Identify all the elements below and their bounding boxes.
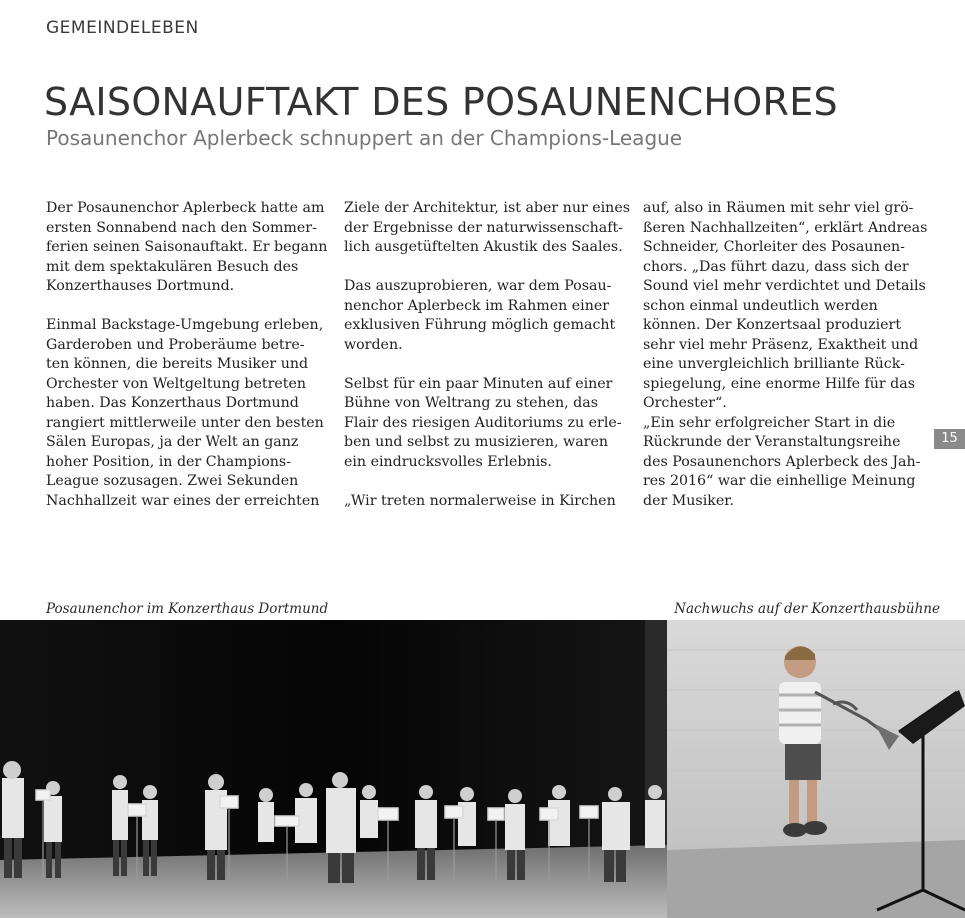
text-line: schon einmal undeutlich werden bbox=[643, 297, 878, 314]
text-line: Orchester von Weltgeltung betreten bbox=[46, 375, 307, 392]
text-line: chors. „Das führt dazu, dass sich der bbox=[643, 258, 909, 275]
text-line: mit dem spektakulären Besuch des bbox=[46, 258, 299, 275]
text-line: League sozusagen. Zwei Sekunden bbox=[46, 473, 299, 489]
text-line: Nachhallzeit war eines der erreichten bbox=[46, 492, 320, 509]
text-column-1 bbox=[46, 199, 328, 531]
text-line: der Musiker. bbox=[643, 492, 734, 509]
paragraph bbox=[344, 199, 631, 258]
text-line: können. Der Konzertsaal produziert bbox=[643, 317, 902, 333]
text-line: Ziele der Architektur, ist aber nur eines bbox=[344, 200, 631, 216]
photo-caption-left: Posaunenchor im Konzerthaus Dortmund bbox=[46, 601, 329, 617]
text-line: Einmal Backstage-Umgebung erleben, bbox=[46, 317, 324, 333]
text-line: Flair des riesigen Auditoriums zu erle- bbox=[344, 414, 622, 431]
text-line: ein eindrucksvolles Erlebnis. bbox=[344, 453, 552, 470]
text-line: Bühne von Weltrang zu stehen, das bbox=[344, 395, 598, 411]
section-label: GEMEINDELEBEN bbox=[46, 18, 199, 38]
text-line: Das auszuprobieren, war dem Posau- bbox=[344, 278, 612, 294]
text-line: exklusiven Führung möglich gemacht bbox=[344, 317, 616, 333]
text-line: Sälen Europas, ja der Welt an ganz bbox=[46, 434, 299, 450]
text-line: „Wir treten normalerweise in Kirchen bbox=[344, 492, 616, 509]
text-line: der Ergebnisse der naturwissenschaft- bbox=[344, 219, 623, 236]
paragraph bbox=[46, 199, 328, 297]
text-line: des Posaunenchors Aplerbeck des Jah- bbox=[643, 453, 921, 470]
paragraph bbox=[344, 375, 622, 473]
text-line: Orchester“. bbox=[643, 395, 727, 411]
text-line: rangiert mittlerweile unter den besten bbox=[46, 414, 324, 431]
text-line: auf, also in Räumen mit sehr viel grö- bbox=[643, 200, 914, 216]
paragraph bbox=[643, 199, 928, 511]
paragraph bbox=[344, 277, 616, 355]
text-line: Rückrunde der Veranstaltungsreihe bbox=[643, 434, 901, 450]
text-line: ten können, die bereits Musiker und bbox=[46, 356, 309, 372]
article-subtitle: Posaunenchor Aplerbeck schnuppert an der Champions-League bbox=[46, 126, 683, 150]
photo-caption-right: Nachwuchs auf der Konzerthausbühne bbox=[674, 601, 940, 617]
text-line: res 2016“ war die einhellige Meinung bbox=[643, 473, 916, 489]
text-line: spiegelung, eine enorme Hilfe für das bbox=[643, 375, 915, 392]
photo-child-with-trumpet bbox=[667, 620, 965, 918]
text-line: ben und selbst zu musizieren, waren bbox=[344, 434, 608, 450]
text-line: Der Posaunenchor Aplerbeck hatte am bbox=[46, 200, 325, 216]
text-column-3 bbox=[643, 199, 928, 531]
text-line: Konzerthauses Dortmund. bbox=[46, 278, 235, 294]
text-line: Garderoben und Proberäume betre- bbox=[46, 336, 305, 353]
text-column-2 bbox=[344, 199, 631, 531]
text-line: ersten Sonnabend nach den Sommer- bbox=[46, 219, 317, 236]
text-line: Selbst für ein paar Minuten auf einer bbox=[344, 375, 613, 392]
text-line: „Ein sehr erfolgreicher Start in die bbox=[643, 414, 896, 431]
text-line: sehr viel mehr Präsenz, Exaktheit und bbox=[643, 336, 919, 353]
text-line: Sound viel mehr verdichtet und Details bbox=[643, 278, 926, 294]
text-line: ferien seinen Saisonauftakt. Er begann bbox=[46, 239, 328, 255]
text-line: worden. bbox=[344, 336, 403, 353]
text-line: haben. Das Konzerthaus Dortmund bbox=[46, 395, 299, 411]
text-line: nenchor Aplerbeck im Rahmen einer bbox=[344, 297, 610, 314]
photo-brass-choir-on-stage bbox=[0, 620, 667, 918]
text-line: hoher Position, in der Champions- bbox=[46, 453, 292, 470]
text-line: lich ausgetüftelten Akustik des Saales. bbox=[344, 239, 623, 255]
text-line: eine unvergleichlich brilliante Rück- bbox=[643, 356, 905, 372]
page-number: 15 bbox=[934, 429, 965, 449]
article-title: SAISONAUFTAKT DES POSAUNENCHORES bbox=[44, 80, 838, 124]
text-line: ßeren Nachhallzeiten“, erklärt Andreas bbox=[643, 219, 928, 236]
paragraph bbox=[46, 316, 324, 511]
text-line: Schneider, Chorleiter des Posaunen- bbox=[643, 239, 905, 255]
paragraph bbox=[344, 492, 616, 512]
